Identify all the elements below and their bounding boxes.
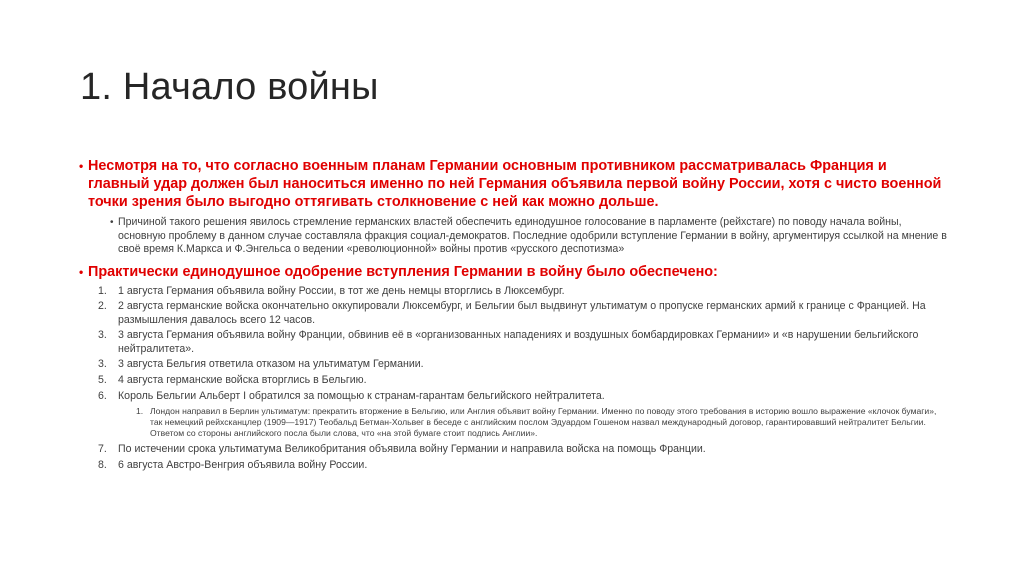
list-item-number: 1. xyxy=(98,284,107,297)
list-item-text: 4 августа германские войска вторглись в Бельгию. xyxy=(118,374,367,387)
list-item-number: 3. xyxy=(98,329,107,342)
events-list-continued xyxy=(80,443,950,472)
main-bullet-2-text: Практически единодушное одобрение вступления Германии в войну было обеспечено: xyxy=(88,263,718,280)
bullet-dot-icon: • xyxy=(79,159,84,173)
list-item xyxy=(80,358,950,372)
sub-note-number: 1. xyxy=(136,406,144,417)
page-title: 1. Начало войны xyxy=(80,66,379,108)
list-item-text: 2 августа германские войска окончательно оккупировали Люксембург, и Бельгии был выдвинут ультиматум о пропуске германских армий к границе с Францией. На размышления давалось всего 12 часов. xyxy=(118,300,926,326)
list-item xyxy=(80,329,950,356)
list-item-number: 7. xyxy=(98,443,107,456)
list-item-number: 6. xyxy=(98,389,107,402)
sub-note-text: Лондон направил в Берлин ультиматум: прекратить вторжение в Бельгию, или Англия объявит войну Германии. Именно по поводу этого требования в историю вошло выражение «клочок бумаги», так немецкий рейхсканцлер (1909—1917) Теобальд Бетман-Хольвег в беседе с английским послом Эдуардом Гошеном назвал международный договор, гарантировавший нейтралитет Бельгии. Ответом со стороны английского посла были слова, что «на этой бумаге стоит подпись Англии». xyxy=(150,406,937,439)
sub-bullet-reason xyxy=(110,216,950,257)
slide-content xyxy=(80,157,950,472)
list-item-text: По истечении срока ультиматума Великобритания объявила войну Германии и направила войска на помощь Франции. xyxy=(118,443,706,456)
list-item xyxy=(80,374,950,388)
list-item xyxy=(80,285,950,299)
list-item-number: 8. xyxy=(98,458,107,471)
main-bullet-2 xyxy=(80,263,950,281)
list-item-text: 3 августа Германия объявила войну Франции, обвинив её в «организованных нападениях и воздушных бомбардировках Германии» и «в нарушении бельгийского нейтралитета». xyxy=(118,329,919,355)
list-item xyxy=(80,390,950,404)
list-item-text: 3 августа Бельгия ответила отказом на ультиматум Германии. xyxy=(118,358,424,371)
list-item-number: 2. xyxy=(98,300,107,313)
bullet-dot-icon: • xyxy=(110,217,114,228)
list-item-text: 6 августа Австро-Венгрия объявила войну России. xyxy=(118,458,368,471)
list-item-text: 1 августа Германия объявила войну России, в тот же день немцы вторглись в Люксембург. xyxy=(118,284,565,297)
sub-bullet-reason-text: Причиной такого решения явилось стремление германских властей обеспечить единодушное голосование в парламенте (рейхстаге) по поводу начала войны, основную проблему в данном случае составляла фракция социал-демократов. Последние одобрили вступление Германии в войну, аргументируя ссылкой на мнение в своё время К.Маркса и Ф.Энгельса о ведении «революционной» войны против «русского деспотизма» xyxy=(118,216,947,255)
main-bullet-1 xyxy=(80,157,950,211)
list-item xyxy=(80,459,950,473)
list-item-number: 5. xyxy=(98,374,107,387)
sub-note-london-ultimatum xyxy=(136,406,950,439)
list-item-number: 3. xyxy=(98,358,107,371)
list-item xyxy=(80,443,950,457)
main-bullet-1-text: Несмотря на то, что согласно военным планам Германии основным противником рассматривалась Франция и главный удар должен был наноситься именно по ней Германия объявила первой войну России, хотя с чисто военной точки зрения было выгодно оттягивать столкновение с ней как можно дольше. xyxy=(88,158,942,210)
list-item xyxy=(80,300,950,327)
events-list xyxy=(80,285,950,404)
list-item-text: Король Бельгии Альберт I обратился за помощью к странам-гарантам бельгийского нейтралитета. xyxy=(118,389,605,402)
bullet-dot-icon: • xyxy=(79,264,84,279)
